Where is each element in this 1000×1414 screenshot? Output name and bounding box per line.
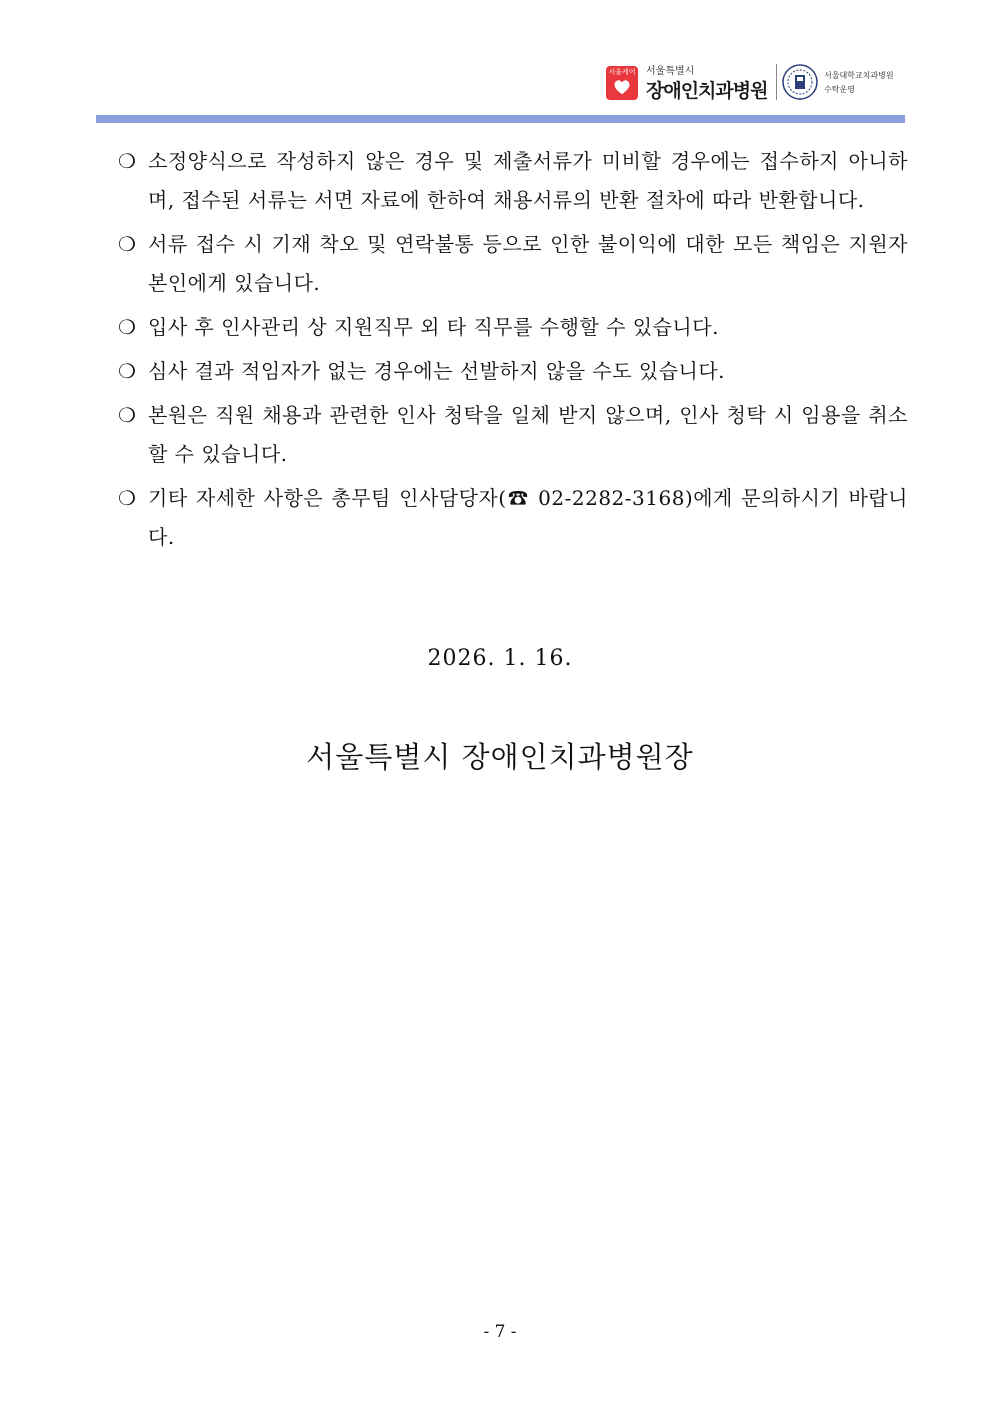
item-text: 서류 접수 시 기재 착오 및 연락불통 등으로 인한 불이익에 대한 모든 책임은 지원자 본인에게 있습니다.: [148, 232, 908, 295]
list-item: [118, 352, 908, 391]
header-rule: [96, 115, 905, 123]
document-date: 2026. 1. 16.: [427, 646, 573, 671]
badge-text: 서울케어: [608, 68, 636, 76]
item-text: 심사 결과 적임자가 없는 경우에는 선발하지 않을 수도 있습니다.: [148, 359, 726, 383]
bullet-icon: ❍: [118, 232, 136, 256]
bullet-icon: ❍: [118, 403, 136, 427]
bullet-icon: ❍: [118, 359, 136, 383]
logo-badge: [606, 66, 638, 100]
list-item: [118, 479, 908, 557]
item-text: 기타 자세한 사항은 총무팀 인사담당자(☎ 02-2282-3168)에게 문의하시기 바랍니다.: [148, 486, 908, 549]
logo-divider: [776, 64, 777, 100]
affiliation-line2: 수탁운영: [824, 85, 855, 94]
item-text: 소정양식으로 작성하지 않은 경우 및 제출서류가 미비할 경우에는 접수하지 아니하며, 접수된 서류는 서면 자료에 한하여 채용서류의 반환 절차에 따라 반환합니다.: [148, 149, 908, 212]
notice-list: [118, 142, 908, 562]
item-text: 본원은 직원 채용과 관련한 인사 청탁을 일체 받지 않으며, 인사 청탁 시 임용을 취소할 수 있습니다.: [148, 403, 908, 466]
list-item: [118, 308, 908, 347]
item-text: 입사 후 인사관리 상 지원직무 외 타 직무를 수행할 수 있습니다.: [148, 315, 719, 339]
list-item: [118, 225, 908, 303]
header: [0, 58, 1000, 104]
org-name: 장애인치과병원: [646, 80, 768, 102]
bullet-icon: ❍: [118, 486, 136, 510]
affiliation-line1: 서울대학교치과병원: [824, 71, 894, 80]
heart-icon: [613, 78, 631, 96]
university-seal-icon: [782, 64, 818, 100]
bullet-icon: ❍: [118, 149, 136, 173]
page-number: - 7 -: [483, 1322, 517, 1342]
list-item: [118, 142, 908, 220]
org-sub-label: 서울특별시: [646, 66, 695, 77]
bullet-icon: ❍: [118, 315, 136, 339]
signer-title: 서울특별시 장애인치과병원장: [306, 740, 694, 774]
list-item: [118, 396, 908, 474]
